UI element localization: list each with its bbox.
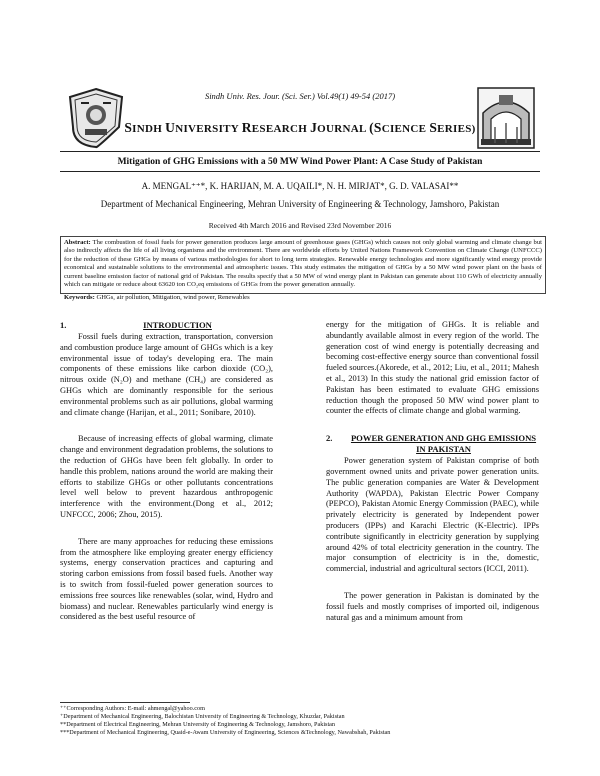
received-dates: Received 4th March 2016 and Revised 23rd November 2016: [208, 221, 392, 230]
section-heading-introduction: [60, 320, 273, 331]
university-seal-logo: [67, 87, 125, 149]
body-paragraph: Power generation system of Pakistan comprise of both government owned units and private power generation units. The public generation companies are Water & Development Authority (WAPDA), Pakistan Electric Power Company (PEPCO), Pakistan Atomic Energy Commission (PAEC), while privately electricity is generated by Independent power producers (IPPs) and Karachi Electric (K-Electric). IPPs contribute significantly in electricity generation by supplying around 42% of total electricity generation in the country. The major consumption of electricity is in the, domestic, commercial, industrial and agricultural sectors (ICCI, 2011).: [326, 456, 539, 574]
footnotes: [60, 702, 540, 737]
body-paragraph: There are many approaches for reducing these emissions from the atmosphere like employing greater energy efficiency systems, energy conservation practices and capturing and storing carbon emissions from fossil based fuels. Another way is to switch from fossil-fueled power generation sources to emissions free sources like renewables (solar, wind, Hydro and biomass) and nuclear. Renewables particularly wind energy is considered as the best useful resource of: [60, 536, 273, 622]
section-title: INTRODUCTION: [143, 320, 212, 330]
section-number: 1.: [60, 320, 67, 330]
header-rule-bottom: [60, 171, 540, 172]
header-rule-top: [60, 151, 540, 152]
paper-title: Mitigation of GHG Emissions with a 50 MW Wind Power Plant: A Case Study of Pakistan: [117, 157, 483, 167]
abstract-text: The combustion of fossil fuels for power generation produces large amount of greenhouse gases (GHGs) which causes not only global warming and climate change but also indirectly affects the life of all living organisms and the environment. There are worldwide efforts by United Nations Framework Convention on Climate Change (UNFCCC) for the reduction of these GHGs by means of various methodologies for short to long term strategies. Renewable energy technologies and more significantly wind energy provide economical and sustainable solutions to the environmental and atmospheric issues. This study estimates the mitigation of GHGs by a 50 MW wind power plant on the basis of current baseline emission factor of national grid of Pakistan. The results specify that a 50 MW of wind energy plant in Pakistan can generate about 110 GWh of electricity annually which can mitigate or reduce about 63620 ton CO₂eq emissions of GHGs from the power generation annually.: [64, 239, 542, 289]
keywords-label: Keywords:: [64, 294, 95, 302]
keywords-line: [64, 294, 542, 302]
footnote-rule: [60, 702, 190, 703]
keywords-text: GHGs, air pollution, Mitigation, wind power, Renewables: [96, 294, 250, 302]
section-number: 2.: [326, 433, 333, 444]
journal-reference: Sindh Univ. Res. Jour. (Sci. Ser.) Vol.49(1) 49-54 (2017): [204, 91, 396, 101]
section-title: POWER GENERATION AND GHG EMISSIONS IN PAKISTAN: [350, 433, 537, 455]
footnote-affiliation: ***Department of Mechanical Engineering, Quaid-e-Awam University of Engineering, Sciences &Technology, Nawabshah, Pakistan: [60, 729, 391, 736]
university-building-logo: [477, 87, 535, 149]
body-paragraph: The power generation in Pakistan is dominated by the fossil fuels and mostly comprises of imported oil, indigenous natural gas and a minimum amount from: [326, 590, 539, 622]
author-list: A. MENGAL⁺⁺*, K. HARIJAN, M. A. UQAILI*, N. H. MIRJAT*, G. D. VALASAI**: [141, 181, 459, 191]
abstract-label: Abstract:: [64, 239, 91, 246]
left-column: [60, 320, 273, 623]
footnote-affiliation: ⁺Department of Mechanical Engineering, Balochistan University of Engineering & Technology, Khuzdar, Pakistan: [60, 713, 345, 720]
body-paragraph: Because of increasing effects of global warming, climate change and environment degradation problems, the solutions to the reduction of GHGs have been felt globally. In order to handle this problem, nations around the world are making their efforts to stabilize GHGs or other pollutants concentrations level well below to prevent hazardous anthropogenic interference with the environment.(Dong et al., 2012; UNFCCC, 2006; Zhou, 2015).: [60, 434, 273, 519]
author-department: Department of Mechanical Engineering, Mehran University of Engineering & Technology, Jamshoro, Pakistan: [100, 199, 500, 209]
abstract-box: [60, 236, 546, 302]
body-paragraph: energy for the mitigation of GHGs. It is reliable and abundantly available almost in every region of the world. The generation cost of wind energy is potentially decreasing and becoming cost-effective energy source than conventional fossil fueled sources.(Akorede, et al., 2012; Liu, et al., 2011; Mahesh et al., 2013) In this study the national grid emission factor of Pakistan has been estimated to evaluate GHG emissions reduction though the proposed 50 MW wind power plant to counter the effects of climate change and global warming.: [326, 320, 539, 416]
body-paragraph: Fossil fuels during extraction, transportation, conversion and combustion produce large amount of GHGs which is a key environmental issue of today's developing era. The main components of these emissions like carbon dioxide (CO₂), nitrous oxide (N₂O) and methane (CH₄) are considered as GHGs which are dominantly responsible for the serious environmental problems such as air pollutions, global warming and climate change (Harijan, et al., 2011; Sonibare, 2010).: [60, 332, 273, 417]
abstract-paragraph: [64, 239, 542, 289]
journal-name: SINDH UNIVERSITY RESEARCH JOURNAL (SCIENCE SERIES): [124, 120, 476, 135]
section-heading-power-generation: [326, 433, 539, 455]
footnote-affiliation: **Department of Electrical Engineering, Mehran University of Engineering & Technology, Jamshoro, Pakistan: [60, 721, 336, 728]
footnote-corresponding: ⁺⁺Corresponding Authors: E-mail: ahmengal@yahoo.com: [60, 705, 205, 712]
right-column: [326, 320, 539, 623]
